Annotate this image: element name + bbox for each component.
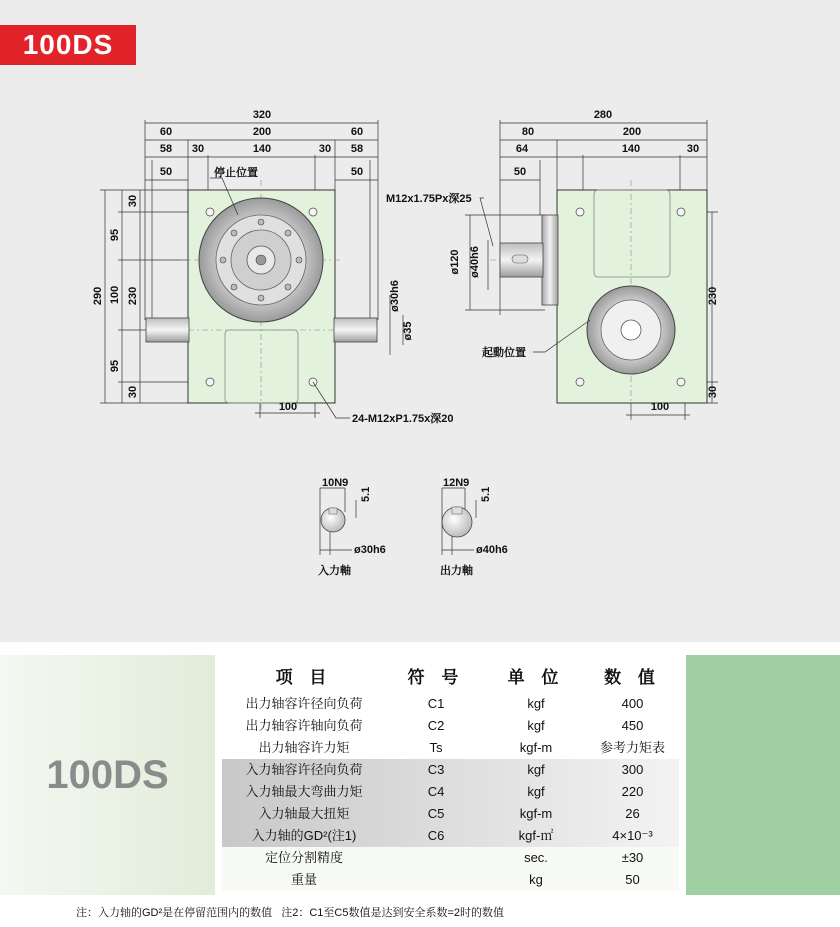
model-panel xyxy=(0,655,215,895)
table-row xyxy=(222,869,679,891)
dim-front-58-right: 58 xyxy=(350,143,364,155)
table-row xyxy=(222,715,679,737)
dim-front-58-left: 58 xyxy=(159,143,173,155)
start-position-label: 起動位置 xyxy=(482,347,526,359)
row-value: 450 xyxy=(621,718,644,733)
row-value: 参考力矩表 xyxy=(599,740,665,755)
table-header xyxy=(222,665,679,691)
row-unit: kgf xyxy=(527,718,545,733)
dim-front-200: 200 xyxy=(252,126,272,138)
row-item: 入力轴的GD²(注1) xyxy=(251,828,357,843)
table-row xyxy=(222,847,679,869)
dim-front-30-bottom: 30 xyxy=(127,385,139,399)
dim-side-dia-120: ø120 xyxy=(449,249,461,275)
output-depth-label: 5.1 xyxy=(480,486,492,502)
dim-side-200: 200 xyxy=(622,126,642,138)
row-item: 出力轴容许径向负荷 xyxy=(245,696,363,711)
row-symbol xyxy=(386,869,486,891)
row-unit: kgf-m xyxy=(519,740,553,755)
decorative-green-panel xyxy=(686,655,840,895)
input-depth-label: 5.1 xyxy=(360,486,372,502)
dim-front-100: 100 xyxy=(109,285,121,305)
row-item: 入力轴最大弯曲力矩 xyxy=(245,784,363,799)
row-symbol: C3 xyxy=(427,762,445,777)
dim-front-bottom-100: 100 xyxy=(278,401,298,413)
row-item: 入力轴最大扭矩 xyxy=(258,806,350,821)
row-value: ±30 xyxy=(621,850,644,865)
table-row xyxy=(222,803,679,825)
input-diameter-label: ø30h6 xyxy=(354,544,386,556)
dim-front-30-left: 30 xyxy=(191,143,205,155)
table-row xyxy=(222,825,679,847)
dim-side-280: 280 xyxy=(593,109,613,121)
dim-front-95-top: 95 xyxy=(109,228,121,242)
row-symbol: C4 xyxy=(427,784,445,799)
row-unit: kgf xyxy=(527,784,545,799)
dim-front-230: 230 xyxy=(127,286,139,306)
row-item: 重量 xyxy=(290,872,317,887)
dim-front-30-top: 30 xyxy=(127,194,139,208)
dim-front-95-bottom: 95 xyxy=(109,359,121,373)
dim-side-bottom-100: 100 xyxy=(650,401,670,413)
dim-front-30-right: 30 xyxy=(318,143,332,155)
row-symbol: C1 xyxy=(427,696,445,711)
dim-side-64: 64 xyxy=(515,143,529,155)
row-symbol xyxy=(386,847,486,869)
dim-front-290: 290 xyxy=(92,286,104,306)
dim-front-60-right: 60 xyxy=(350,126,364,138)
dim-side-30-bottom: 30 xyxy=(707,385,719,399)
dim-front-320: 320 xyxy=(252,109,272,121)
dim-front-50-left: 50 xyxy=(159,166,173,178)
row-symbol: C5 xyxy=(427,806,445,821)
row-unit: kgf xyxy=(527,762,545,777)
dim-front-60-left: 60 xyxy=(159,126,173,138)
thread-callout: M12x1.75Px深25 xyxy=(386,193,472,205)
dim-side-50: 50 xyxy=(513,166,527,178)
header-item: 项 目 xyxy=(275,668,333,687)
row-value: 4×10⁻³ xyxy=(612,828,653,843)
stop-position-label: 停止位置 xyxy=(214,167,258,179)
header-unit: 单 位 xyxy=(507,668,565,687)
dim-front-50-right: 50 xyxy=(350,166,364,178)
row-unit: kg xyxy=(529,872,543,887)
header-symbol: 符 号 xyxy=(407,668,465,687)
input-keyway-label: 10N9 xyxy=(322,477,349,489)
row-value: 50 xyxy=(625,872,640,887)
dim-side-140: 140 xyxy=(621,143,641,155)
mounting-holes-label: 24-M12xP1.75x深20 xyxy=(352,413,454,425)
dim-side-30-top: 30 xyxy=(686,143,700,155)
table-row xyxy=(222,693,679,715)
row-unit: sec. xyxy=(524,850,548,865)
table-row xyxy=(222,737,679,759)
dim-front-shaft-35: ø35 xyxy=(402,321,414,341)
row-symbol: Ts xyxy=(429,740,443,755)
row-item: 定位分割精度 xyxy=(264,850,343,865)
input-shaft-label: 入力軸 xyxy=(318,565,351,577)
table-row xyxy=(222,759,679,781)
specs-section xyxy=(0,655,840,895)
dim-side-dia-40: ø40h6 xyxy=(469,246,481,278)
dim-front-140: 140 xyxy=(252,143,272,155)
output-diameter-label: ø40h6 xyxy=(476,544,508,556)
row-unit: kgf-㎡ xyxy=(518,828,554,843)
row-item: 出力轴容许力矩 xyxy=(258,740,350,755)
header-value: 数 值 xyxy=(604,668,661,687)
row-symbol: C2 xyxy=(427,718,445,733)
output-keyway-label: 12N9 xyxy=(443,477,470,489)
dim-front-shaft-dia: ø30h6 xyxy=(389,280,401,312)
dim-side-80: 80 xyxy=(521,126,535,138)
row-value: 220 xyxy=(621,784,644,799)
row-item: 出力轴容许轴向负荷 xyxy=(245,718,363,733)
row-value: 400 xyxy=(621,696,644,711)
output-shaft-label: 出力軸 xyxy=(440,565,473,577)
row-value: 300 xyxy=(621,762,644,777)
model-title: 100DS xyxy=(22,29,114,60)
dim-side-230: 230 xyxy=(707,286,719,306)
footnotes xyxy=(76,904,510,920)
spec-table xyxy=(222,655,679,895)
row-item: 入力轴容许径向负荷 xyxy=(245,762,363,777)
row-symbol: C6 xyxy=(427,828,445,843)
table-row xyxy=(222,781,679,803)
note-2: 注2：C1至C5数值是达到安全系数=2时的数值 xyxy=(281,907,505,919)
row-unit: kgf-m xyxy=(519,806,553,821)
row-unit: kgf xyxy=(527,696,545,711)
row-value: 26 xyxy=(625,806,640,821)
note-1: 注：入力轴的GD²是在停留范围内的数值 xyxy=(76,907,273,919)
model-label: 100DS xyxy=(46,753,169,797)
